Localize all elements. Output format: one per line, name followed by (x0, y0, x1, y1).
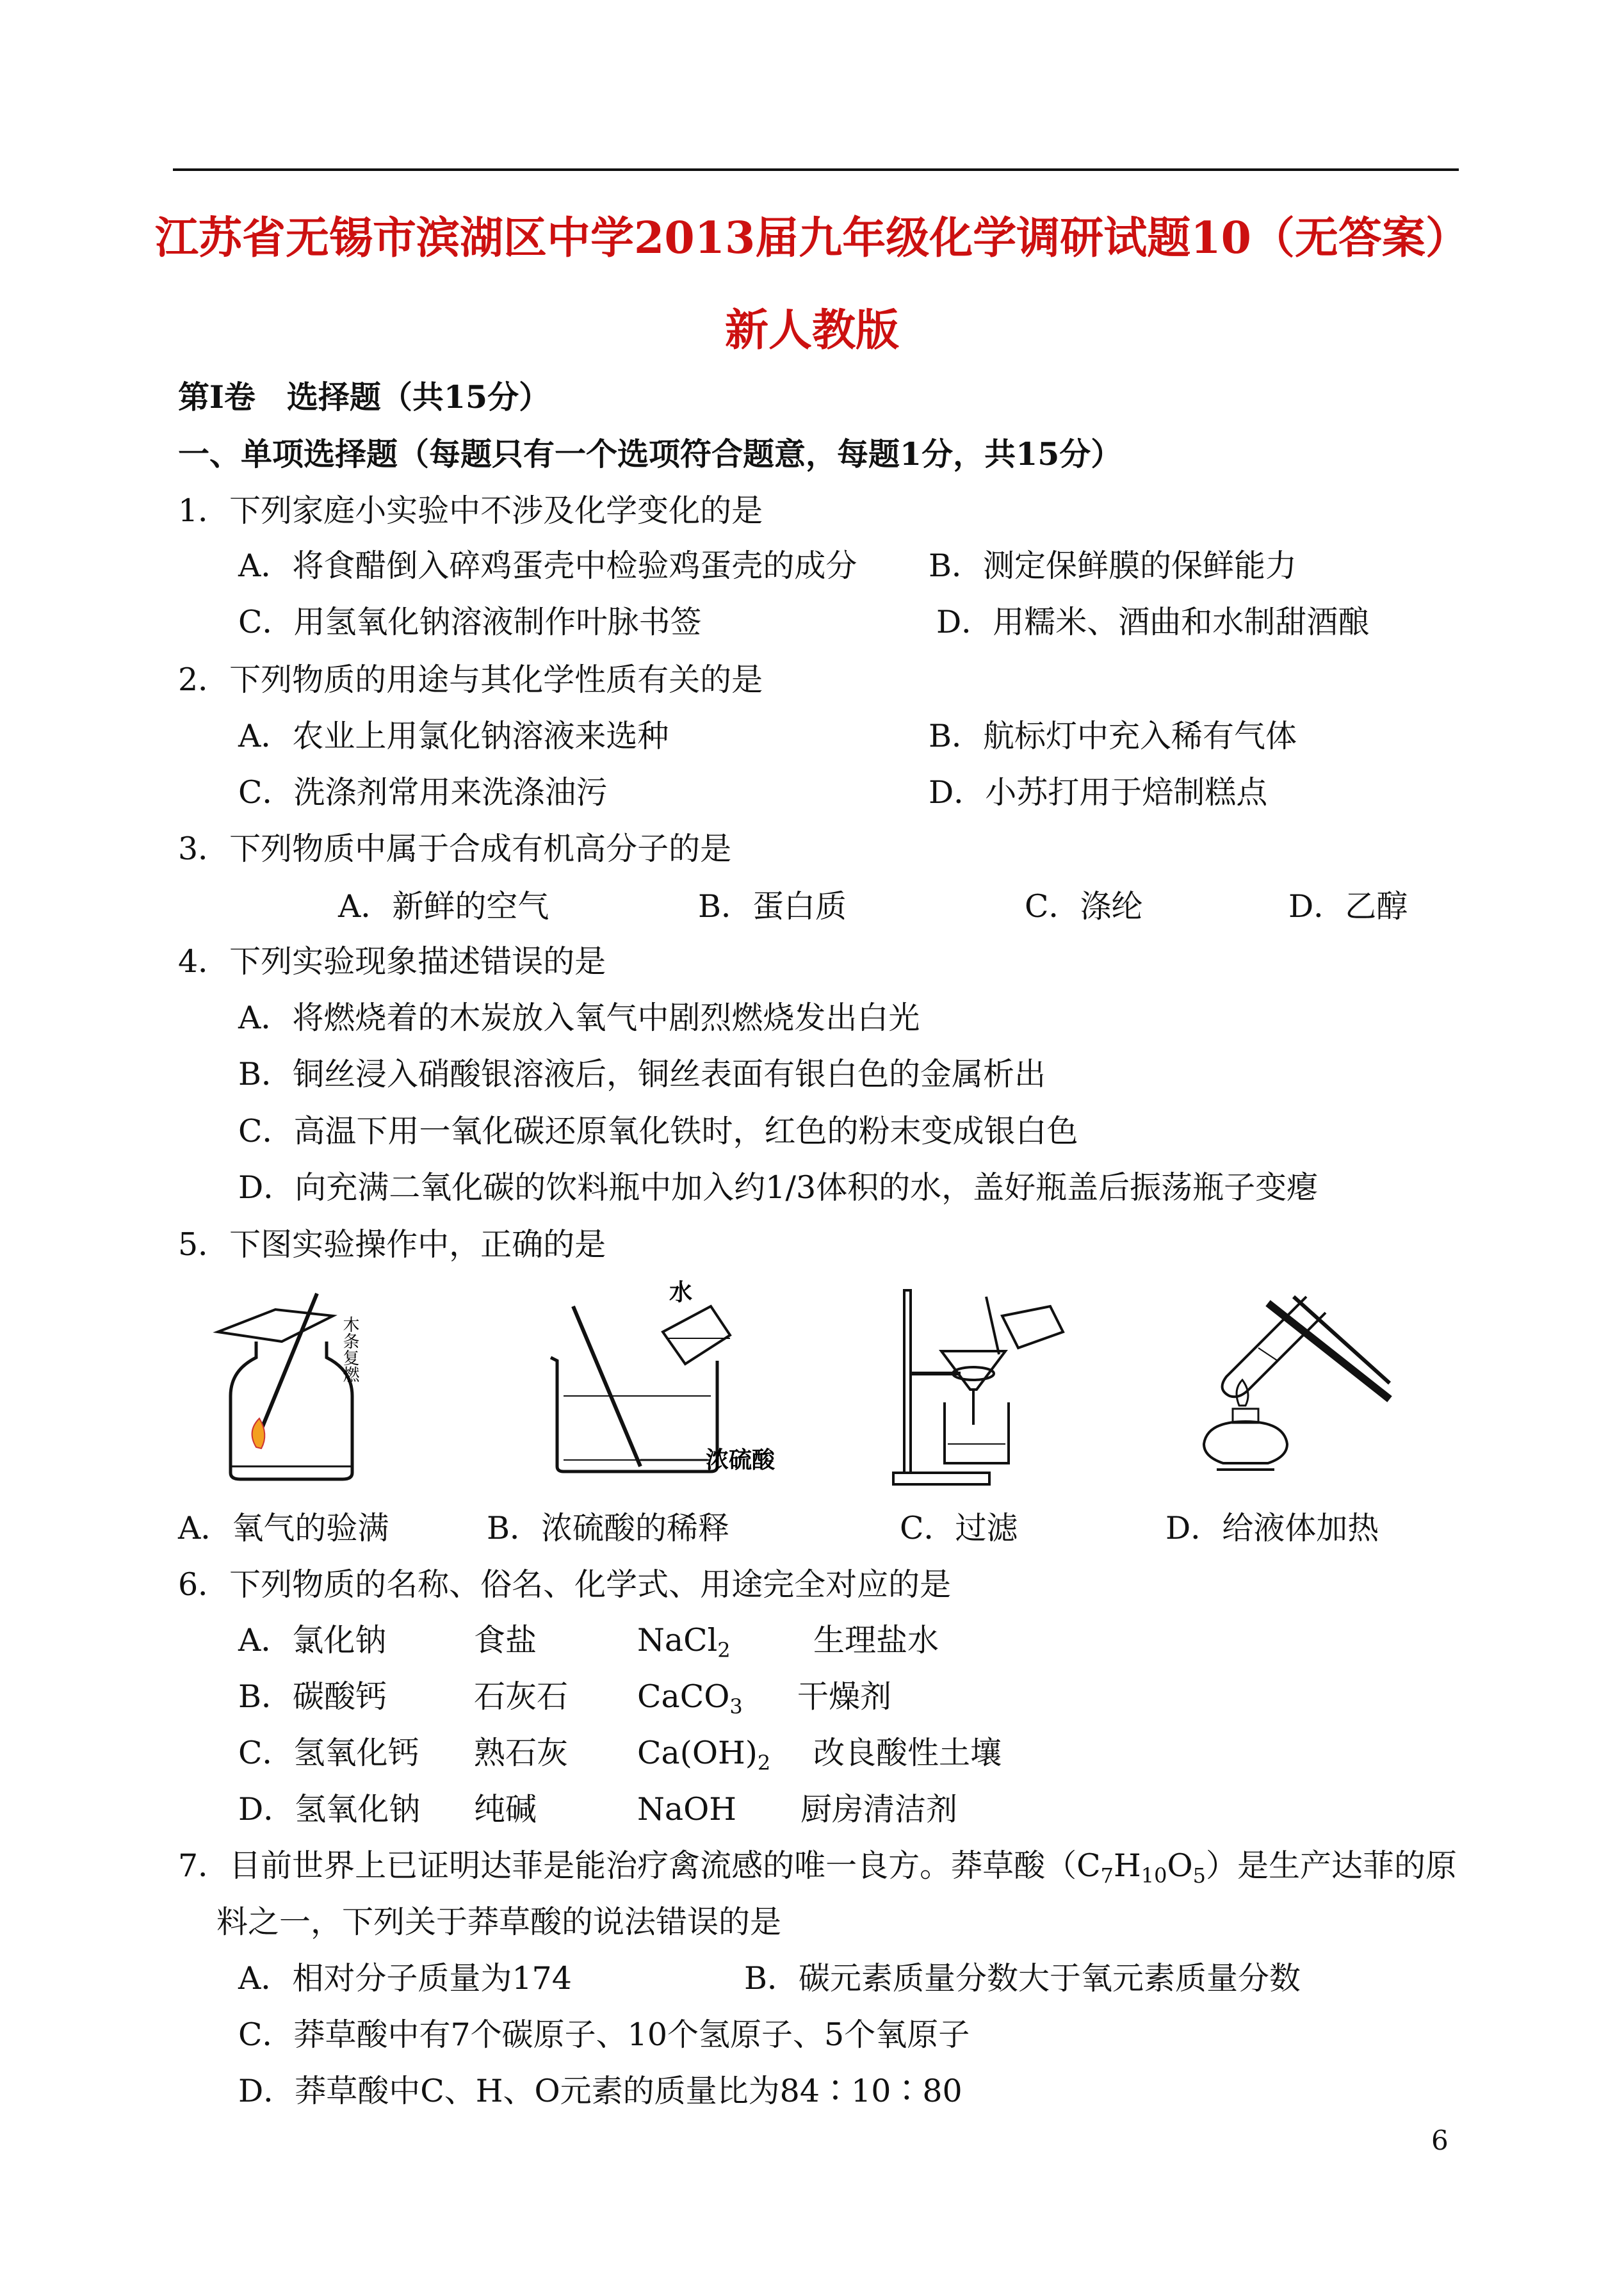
figure-label-acid: 浓硫酸 (706, 1447, 775, 1473)
part-heading: 一、单项选择题（每题只有一个选项符合题意，每题1分，共15分） (178, 435, 1123, 473)
question-2-option-c: C．洗涤剂常用来洗涤油污 (238, 774, 608, 811)
figure-filtration (890, 1277, 1082, 1489)
figure-oxygen-test (205, 1281, 371, 1486)
question-6-row-a-common: 食盐 (474, 1622, 537, 1658)
question-6-row-d-formula: NaOH (637, 1791, 736, 1828)
question-3-option-d: D．乙醇 (1288, 888, 1408, 925)
question-6-stem: 6．下列物质的名称、俗名、化学式、用途完全对应的是 (178, 1566, 952, 1603)
figure-label-wood: 木条复燃 (340, 1316, 359, 1383)
figure-acid-dilution (538, 1268, 813, 1486)
question-1-option-c: C．用氢氧化钠溶液制作叶脉书签 (238, 604, 702, 640)
question-1-option-d: D．用糯米、酒曲和水制甜酒酿 (936, 604, 1370, 640)
question-3-option-a: A．新鲜的空气 (338, 888, 549, 925)
question-4-stem: 4．下列实验现象描述错误的是 (178, 943, 606, 980)
question-4-option-d: D．向充满二氧化碳的饮料瓶中加入约1/3体积的水，盖好瓶盖后振荡瓶子变瘪 (238, 1169, 1319, 1206)
question-3-option-b: B．蛋白质 (698, 888, 847, 925)
question-1-option-a: A．将食醋倒入碎鸡蛋壳中检验鸡蛋壳的成分 (238, 547, 857, 584)
question-7-option-b: B．碳元素质量分数大于氧元素质量分数 (744, 1960, 1301, 1997)
question-6-row-d-option: D．氢氧化钠 (238, 1791, 421, 1828)
question-3-option-c: C．涤纶 (1025, 888, 1143, 925)
question-7-option-a: A．相对分子质量为174 (238, 1960, 572, 1997)
question-1-option-b: B．测定保鲜膜的保鲜能力 (929, 547, 1297, 584)
question-6-row-c-use: 改良酸性土壤 (813, 1735, 1002, 1771)
question-2-stem: 2．下列物质的用途与其化学性质有关的是 (178, 661, 763, 698)
question-6-row-c-option: C．氢氧化钙 (238, 1735, 419, 1771)
question-6-row-a-formula: NaCl$_2$ (637, 1622, 731, 1662)
question-6-row-c-common: 熟石灰 (474, 1735, 569, 1771)
question-5-option-b: B．浓硫酸的稀释 (487, 1510, 730, 1546)
page-number: 6 (1431, 2125, 1449, 2156)
question-2-option-a: A．农业上用氯化钠溶液来选种 (238, 718, 669, 754)
question-4-option-a: A．将燃烧着的木炭放入氧气中剧烈燃烧发出白光 (238, 1000, 920, 1036)
question-6-row-a-option: A．氯化钠 (238, 1622, 387, 1658)
question-7-stem-line-1: 7．目前世界上已证明达菲是能治疗禽流感的唯一良方。莽草酸$(C_7H_{10}O_5)$是生产达菲的原 (178, 1847, 1458, 1888)
section-heading: 第Ⅰ卷 选择题（共15分） (178, 378, 551, 416)
question-6-row-b-common: 石灰石 (474, 1678, 569, 1715)
question-6-row-c-formula: $Ca(OH)_2$ (637, 1735, 771, 1775)
question-2-option-b: B．航标灯中充入稀有气体 (929, 718, 1297, 754)
document-title: 江苏省无锡市滨湖区中学2013届九年级化学调研试题10（无答案） (155, 213, 1469, 264)
question-6-row-b-option: B．碳酸钙 (238, 1678, 387, 1715)
question-5-option-c: C．过滤 (900, 1510, 1018, 1546)
question-7-option-d: D．莽草酸中C、H、O元素的质量比为84∶10∶80 (238, 2073, 962, 2109)
question-2-option-d: D．小苏打用于焙制糕点 (929, 774, 1268, 811)
question-6-row-b-formula: CaCO$_3$ (637, 1678, 743, 1719)
question-6-row-d-common: 纯碱 (474, 1791, 537, 1828)
question-3-stem: 3．下列物质中属于合成有机高分子的是 (178, 831, 732, 867)
document-subtitle: 新人教版 (724, 305, 899, 356)
question-6-row-d-use: 厨房清洁剂 (800, 1791, 958, 1828)
figure-label-water: 水 (669, 1279, 693, 1306)
question-4-option-b: B．铜丝浸入硝酸银溶液后，铜丝表面有银白色的金属析出 (238, 1056, 1046, 1092)
question-7-option-c: C．莽草酸中有7个碳原子、10个氢原子、5个氧原子 (238, 2016, 970, 2053)
question-7-stem-line-2: 料之一，下列关于莽草酸的说法错误的是 (216, 1904, 782, 1940)
question-5-stem: 5．下图实验操作中，正确的是 (178, 1226, 606, 1263)
figure-heating-liquid (1178, 1277, 1409, 1489)
question-4-option-c: C．高温下用一氧化碳还原氧化铁时，红色的粉末变成银白色 (238, 1113, 1078, 1149)
question-5-option-a: A．氧气的验满 (178, 1510, 389, 1546)
header-rule (173, 168, 1459, 171)
question-1-stem: 1．下列家庭小实验中不涉及化学变化的是 (178, 492, 763, 529)
question-6-row-a-use: 生理盐水 (813, 1622, 939, 1658)
question-5-option-d: D．给液体加热 (1165, 1510, 1379, 1546)
question-6-row-b-use: 干燥剂 (797, 1678, 892, 1715)
